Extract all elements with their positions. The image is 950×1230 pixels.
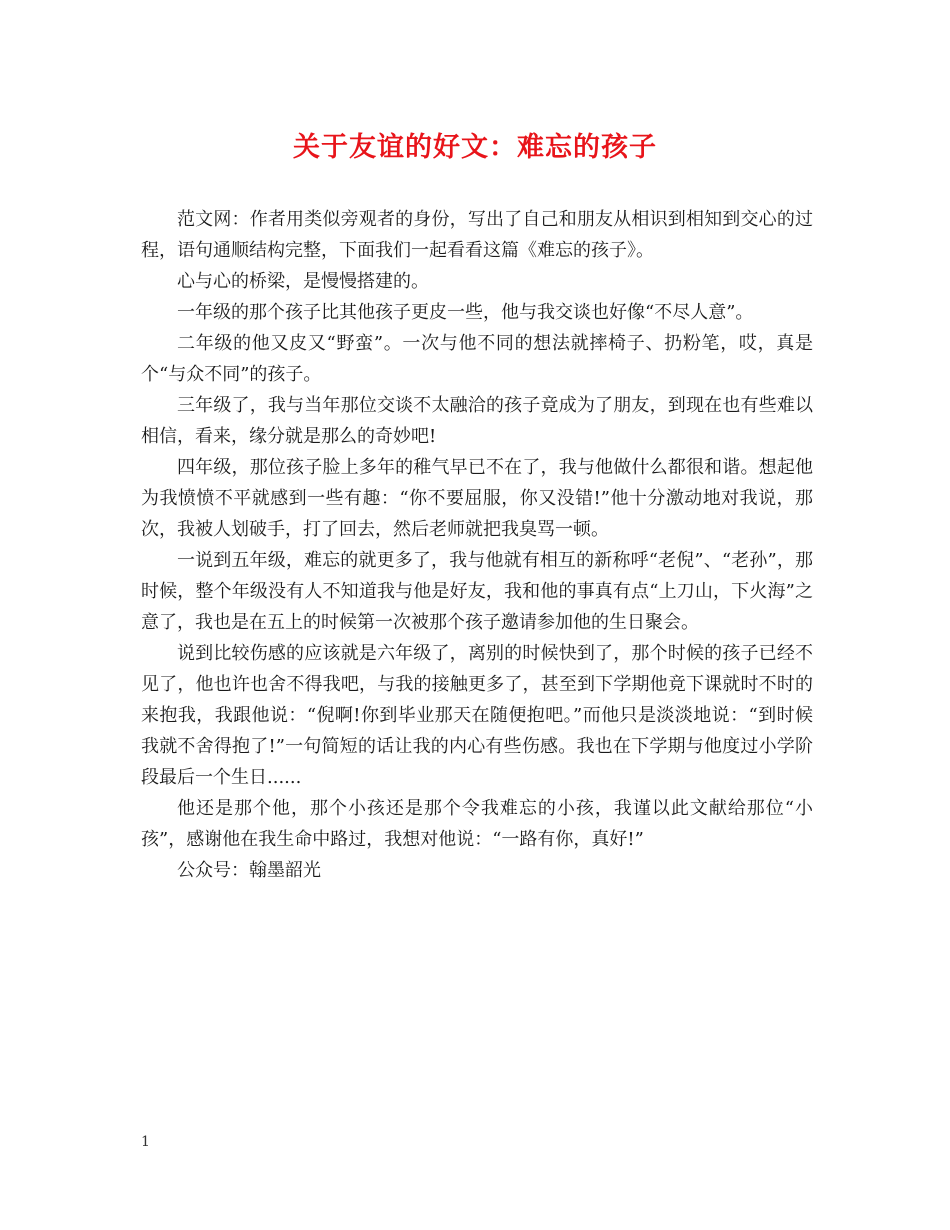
paragraph-grade-four: 四年级，那位孩子脸上多年的稚气早已不在了，我与他做什么都很和谐。想起他为我愤愤不平就感到一些有趣：“你不要屈服，你又没错!”他十分激动地对我说，那次，我被人划破手，打了回去，然后老师就把我臭骂一顿。 [141,457,813,540]
paragraph-grade-two: 二年级的他又皮又“野蛮”。一次与他不同的想法就摔椅子、扔粉笔，哎，真是个“与众不同”的孩子。 [141,333,813,385]
paragraph-bridge: 心与心的桥梁，是慢慢搭建的。 [177,271,429,292]
paragraph-intro: 范文网：作者用类似旁观者的身份，写出了自己和朋友从相识到相知到交心的过程，语句通顺结构完整，下面我们一起看看这篇《难忘的孩子》。 [141,209,813,261]
paragraph-grade-five: 一说到五年级，难忘的就更多了，我与他就有相互的新称呼“老倪”、“老孙”，那时候，整个年级没有人不知道我与他是好友，我和他的事真有点“上刀山，下火海”之意了，我也是在五上的时候第一次被那个孩子邀请参加他的生日聚会。 [141,550,813,633]
paragraph-grade-three: 三年级了，我与当年那位交谈不太融洽的孩子竟成为了朋友，到现在也有些难以相信，看来，缘分就是那么的奇妙吧! [141,395,813,447]
document-body [141,204,813,886]
paragraph-grade-one: 一年级的那个孩子比其他孩子更皮一些，他与我交谈也好像“不尽人意”。 [177,302,754,323]
page-number: 1 [141,1134,150,1150]
paragraph-grade-six: 说到比较伤感的应该就是六年级了，离别的时候快到了，那个时候的孩子已经不见了，他也许也舍不得我吧，与我的接触更多了，甚至到下学期他竟下课就时不时的来抱我，我跟他说：“倪啊!你到毕业那天在随便抱吧。”而他只是淡淡地说：“到时候我就不舍得抱了!”一句简短的话让我的内心有些伤感。我也在下学期与他度过小学阶段最后一个生日...... [141,643,813,788]
paragraph-public-account: 公众号：翰墨韶光 [177,860,321,881]
document-title: 关于友谊的好文：难忘的孩子 [293,132,657,163]
paragraph-conclusion: 他还是那个他，那个小孩还是那个令我难忘的小孩，我谨以此文献给那位“小孩”，感谢他在我生命中路过，我想对他说：“一路有你，真好!” [141,798,813,850]
